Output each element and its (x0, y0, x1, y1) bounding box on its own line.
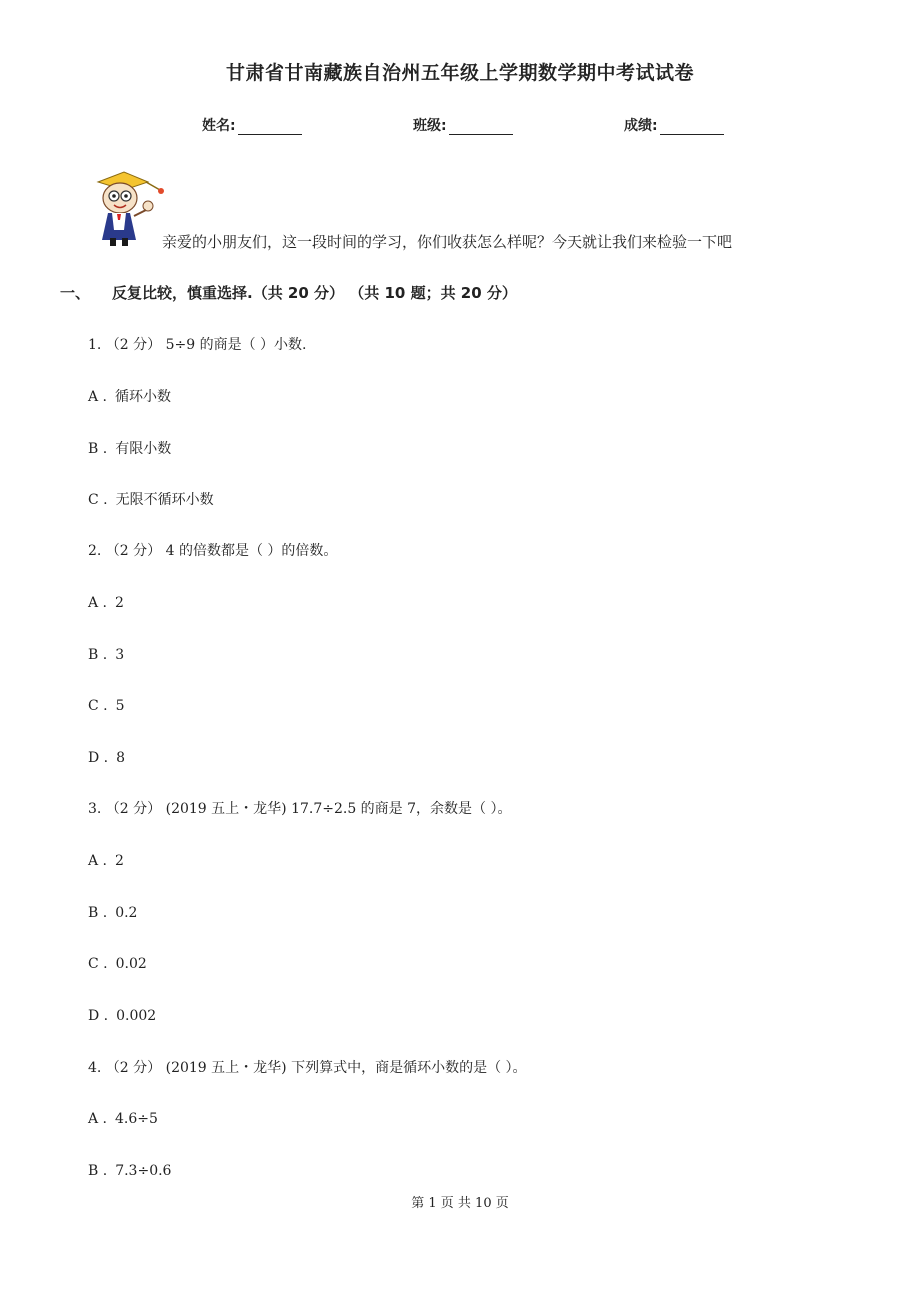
option-text: 无限不循环小数 (115, 492, 214, 508)
name-field (202, 115, 302, 135)
option-letter: A . (88, 595, 108, 611)
option-letter: A . (88, 389, 108, 405)
q4-option-b[interactable] (88, 1163, 171, 1179)
option-text: 4.6÷5 (115, 1111, 158, 1127)
option-text: 循环小数 (115, 389, 172, 405)
q2-option-a[interactable] (88, 595, 124, 611)
document-title: 甘肃省甘南藏族自治州五年级上学期数学期中考试试卷 (225, 62, 694, 84)
page-footer: 第 1 页 共 10 页 (411, 1196, 509, 1211)
option-letter: B . (88, 647, 108, 663)
option-text: 有限小数 (115, 441, 172, 457)
option-text: 5 (115, 698, 125, 714)
option-letter: B . (88, 905, 108, 921)
option-letter: B . (88, 441, 108, 457)
greeting-text: 亲爱的小朋友们，这一段时间的学习，你们收获怎么样呢？今天就让我们来检验一下吧 (162, 233, 733, 251)
score-field (624, 115, 724, 135)
q4-option-a[interactable] (88, 1111, 158, 1127)
option-text: 2 (115, 853, 124, 869)
q3-option-d[interactable] (88, 1008, 156, 1024)
mascot-illustration (90, 168, 168, 248)
option-text: 3 (115, 647, 125, 663)
q1-option-a[interactable] (88, 386, 171, 406)
name-label: 姓名: (202, 118, 236, 134)
option-letter: B . (88, 1163, 108, 1179)
q2-option-b[interactable] (88, 647, 124, 663)
option-letter: D . (88, 1008, 109, 1024)
q3-option-b[interactable] (88, 905, 137, 921)
option-text: 7.3÷0.6 (115, 1163, 172, 1179)
score-blank (660, 120, 724, 135)
option-letter: A . (88, 853, 108, 869)
option-text: 2 (115, 595, 124, 611)
question-2: 2. （2 分） 4 的倍数都是（ ）的倍数。 (88, 543, 338, 559)
option-letter: A . (88, 1111, 108, 1127)
option-text: 0.002 (116, 1008, 157, 1024)
option-text: 0.02 (115, 956, 147, 972)
section-number: 一、 (60, 284, 91, 302)
q3-option-a[interactable] (88, 853, 124, 869)
question-1: 1. （2 分） 5÷9 的商是（ ）小数. (88, 337, 307, 353)
class-label: 班级: (413, 118, 447, 134)
section-heading (60, 282, 517, 303)
option-letter: C . (88, 698, 108, 714)
q1-option-b[interactable] (88, 438, 171, 458)
section-title: 反复比较，慎重选择.（共 20 分） （共 10 题；共 20 分） (112, 284, 517, 302)
option-text: 0.2 (115, 905, 138, 921)
option-text: 8 (116, 750, 126, 766)
q3-option-c[interactable] (88, 956, 147, 972)
class-field (413, 115, 513, 135)
question-3: 3. （2 分） (2019 五上・龙华) 17.7÷2.5 的商是 7，余数是（ ）。 (88, 801, 512, 817)
class-blank (449, 120, 513, 135)
q1-option-c[interactable] (88, 489, 214, 509)
q2-option-c[interactable] (88, 698, 125, 714)
question-4: 4. （2 分） (2019 五上・龙华) 下列算式中，商是循环小数的是（ ）。 (88, 1060, 527, 1076)
q2-option-d[interactable] (88, 750, 125, 766)
option-letter: C . (88, 492, 108, 508)
score-label: 成绩: (624, 118, 658, 134)
option-letter: C . (88, 956, 108, 972)
name-blank (238, 120, 302, 135)
option-letter: D . (88, 750, 109, 766)
